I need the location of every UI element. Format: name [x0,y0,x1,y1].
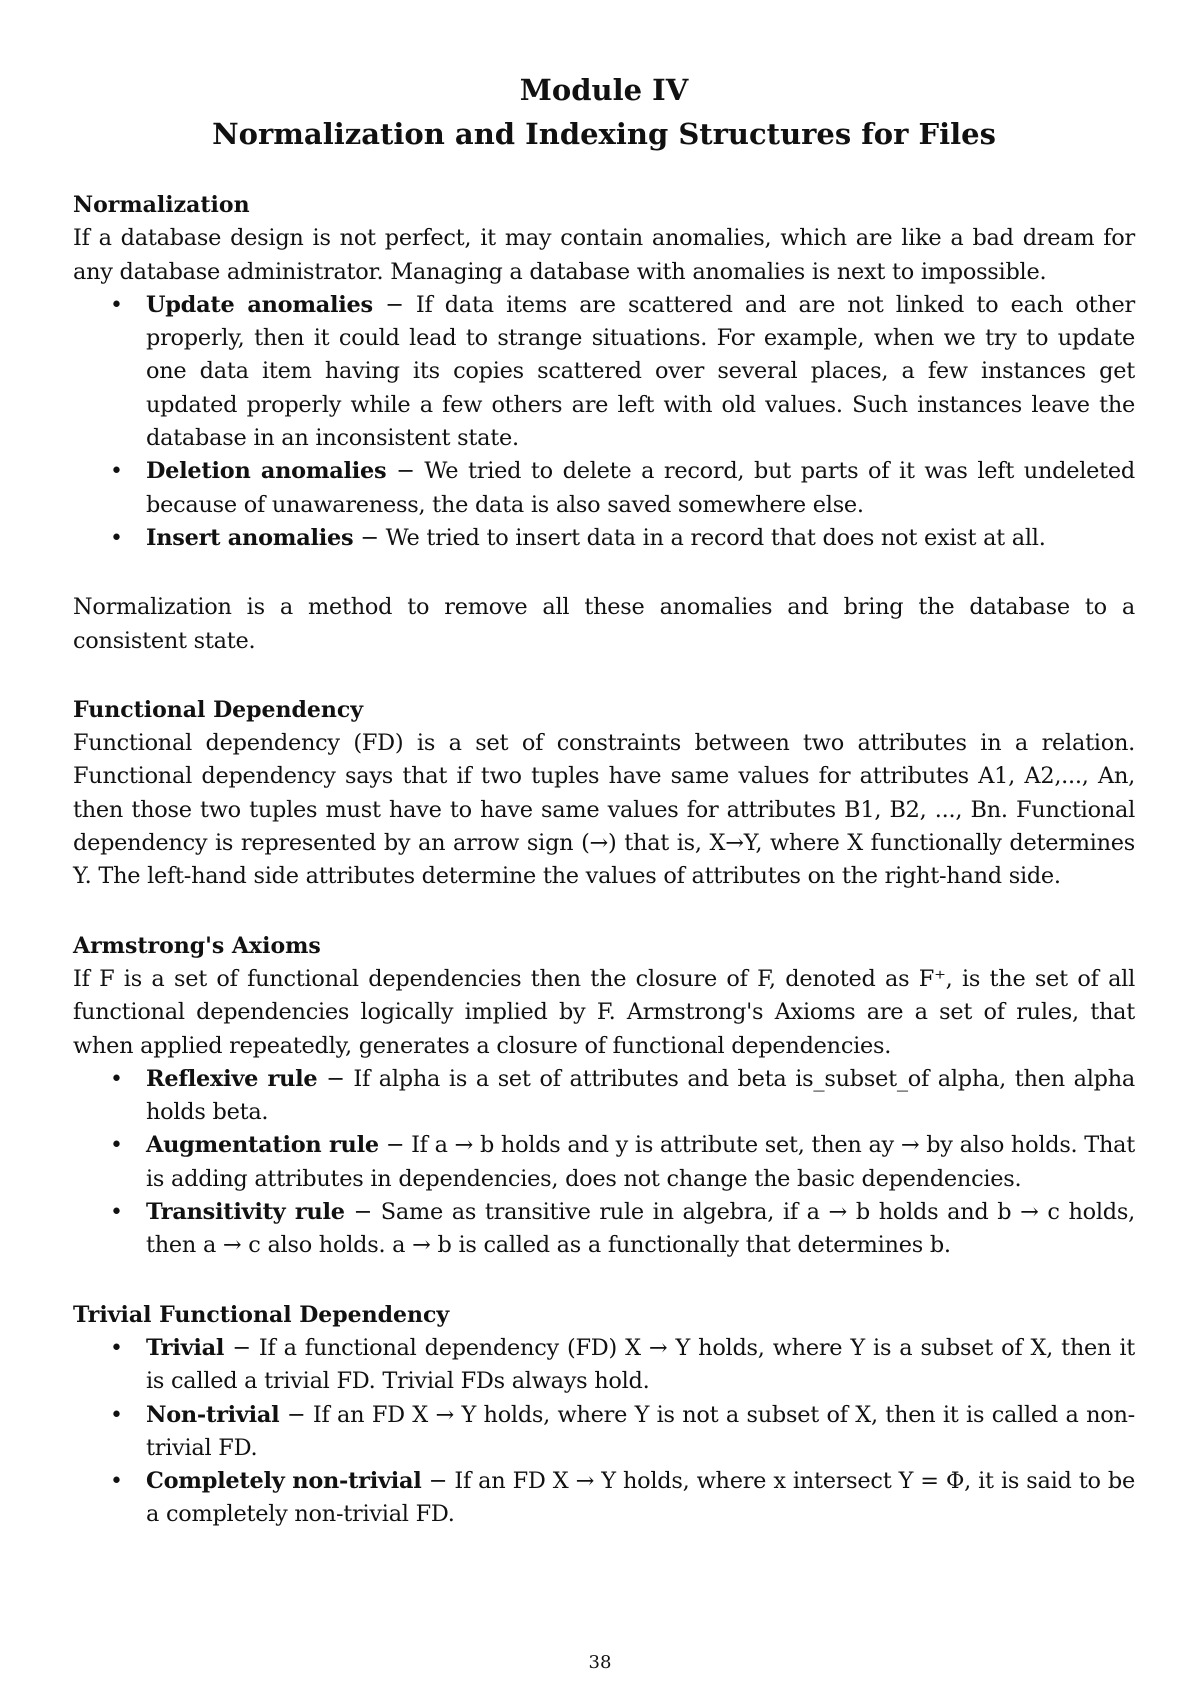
list-item-term: Deletion anomalies [146,458,387,485]
armstrong-intro: If F is a set of functional dependencies then the closure of F, denoted as F⁺, is the set of all functional dependencies logically implied by F. Armstrong's Axioms are a set of rules, that when applied repeatedly, generates a closure of functional dependencies. [73,965,1135,1059]
list-item-term: Non-trivial [146,1401,280,1428]
list-item-text: − If an FD X → Y holds, where x intersect Y = Φ, it is said to be a completely non-trivial FD. [146,1468,1135,1528]
list-item-term: Update anomalies [146,291,373,318]
normalization-intro: If a database design is not perfect, it may contain anomalies, which are like a bad dream for any database administrator. Managing a database with anomalies is next to impossible. [73,225,1135,285]
list-item-text: − If a → b holds and y is attribute set, then ay → by also holds. That is adding attributes in dependencies, does not change the basic dependencies. [146,1132,1136,1192]
normalization-conclusion: Normalization is a method to remove all these anomalies and bring the database to a consistent state. [73,594,1135,654]
spacer [73,1263,1135,1299]
section-heading-armstrong: Armstrong's Axioms [73,932,321,959]
spacer [73,894,1135,930]
list-item [146,522,1135,555]
list-item-text: − We tried to insert data in a record that does not exist at all. [353,524,1046,551]
list-item-term: Augmentation rule [146,1132,379,1159]
list-item [146,289,1135,455]
list-item-text: − If a functional dependency (FD) X → Y holds, where Y is a subset of X, then it is called a trivial FD. Trivial FDs always hold. [146,1334,1135,1395]
module-title: Module IV [519,73,689,107]
list-item-text: − We tried to delete a record, but parts of it was left undeleted because of unawareness, the data is also saved somewhere else. [146,458,1135,518]
section-heading-trivial: Trivial Functional Dependency [73,1301,450,1328]
functional-dependency-body: Functional dependency (FD) is a set of constraints between two attributes in a relation. Functional dependency says that if two tuples have same values for attributes A1, A2,..., An, then those two tuples must have to have same values for attributes B1, B2, ..., Bn. Functional dependency is represented by an arrow sign (→) that is, X→Y, where X functionally determines Y. The left-hand side attributes determine the values of attributes on the right-hand side. [73,730,1135,890]
list-item [146,1399,1135,1466]
page-number: 38 [588,1652,612,1673]
axioms-list [73,1063,1135,1263]
list-item [146,1063,1135,1130]
page-content [73,68,1135,1532]
list-item-term: Reflexive rule [146,1065,318,1092]
list-item-text: − If alpha is a set of attributes and beta is_subset_of alpha, then alpha holds beta. [146,1065,1135,1126]
list-item-term: Transitivity rule [146,1199,345,1226]
module-subtitle: Normalization and Indexing Structures for Files [212,117,996,151]
section-heading-normalization: Normalization [73,192,250,218]
list-item-term: Insert anomalies [146,524,354,551]
list-item-text: − Same as transitive rule in algebra, if a → b holds and b → c holds, then a → c also holds. a → b is called as a functionally that determines b. [146,1199,1135,1259]
list-item-term: Completely non-trivial [146,1468,422,1495]
list-item [146,1332,1135,1399]
list-item-text: − If an FD X → Y holds, where Y is not a subset of X, then it is called a non-trivial FD. [146,1401,1135,1461]
list-item-term: Trivial [146,1334,225,1361]
list-item [146,1465,1135,1532]
section-heading-functional-dependency: Functional Dependency [73,696,364,723]
anomalies-list [73,289,1135,555]
list-item-text: − If data items are scattered and are not linked to each other properly, then it could lead to strange situations. For example, when we try to update one data item having its copies scattered over several places, a few instances get updated properly while a few others are left with old values. Such instances leave the database in an inconsistent state. [146,291,1136,452]
trivial-list [73,1332,1135,1532]
list-item [146,1129,1135,1196]
list-item [146,455,1135,522]
spacer [73,156,1135,189]
spacer [73,658,1135,694]
list-item [146,1196,1135,1263]
spacer [73,555,1135,591]
